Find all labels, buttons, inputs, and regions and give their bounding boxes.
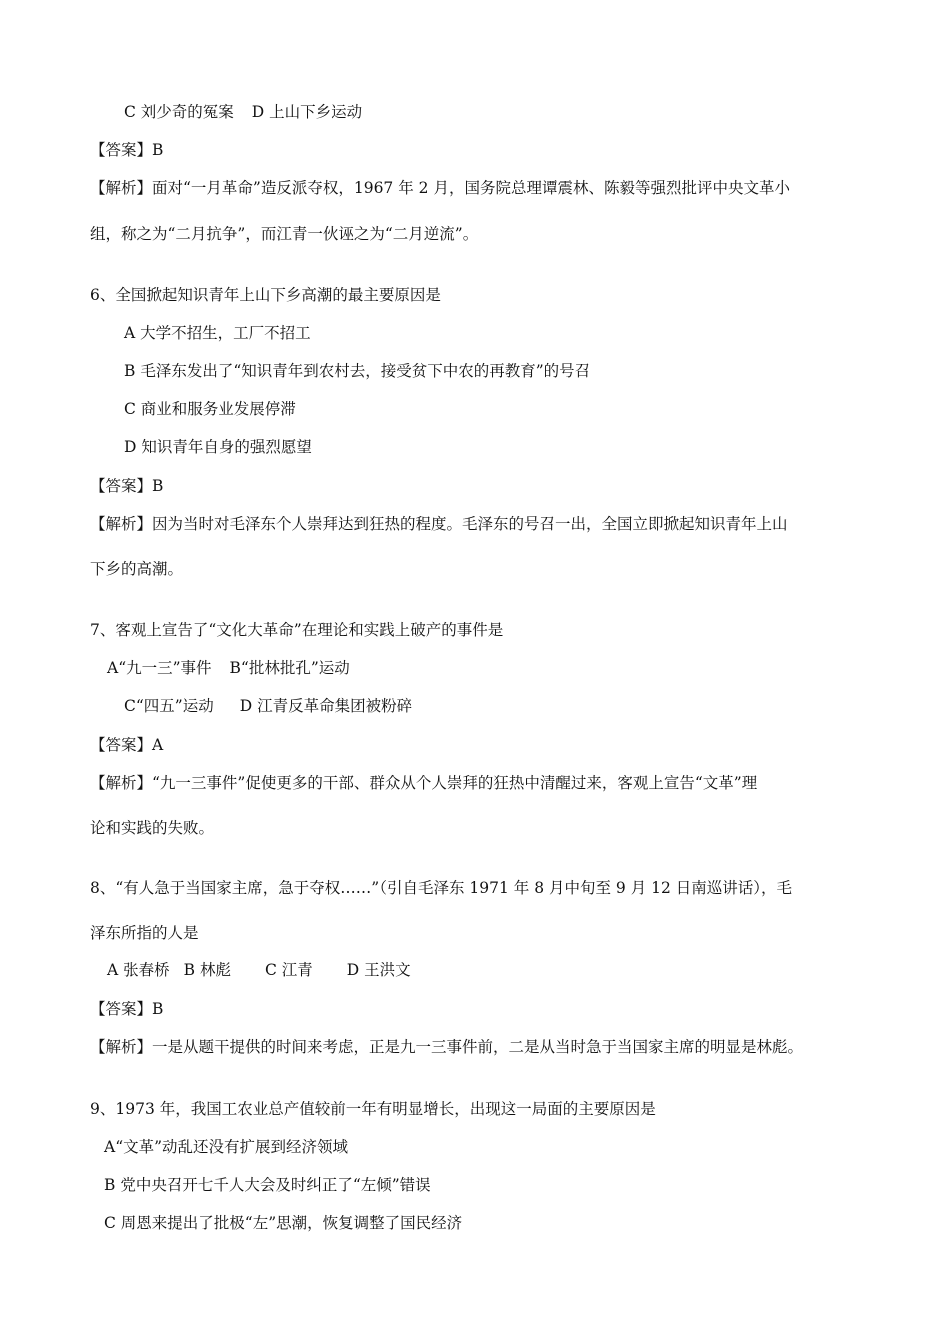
q8-answer: 【答案】B	[90, 1000, 164, 1018]
q6-option-b: B 毛泽东发出了“知识青年到农村去，接受贫下中农的再教育”的号召	[124, 362, 591, 380]
q5-analysis-line-2: 组，称之为“二月抗争”，而江青一伙诬之为“二月逆流”。	[90, 225, 479, 243]
q7-option-b: B“批林批孔”运动	[229, 659, 350, 677]
q7-options-cd	[124, 696, 412, 716]
q7-analysis-line-2: 论和实践的失败。	[90, 819, 215, 837]
q9-option-c: C 周恩来提出了批极“左”思潮，恢复调整了国民经济	[104, 1214, 463, 1232]
q6-answer: 【答案】B	[90, 477, 164, 495]
q8-analysis-line-1: 【解析】一是从题干提供的时间来考虑，正是九一三事件前，二是从当时急于当国家主席的明显是林彪。	[90, 1038, 804, 1056]
q8-option-b: B 林彪	[183, 961, 231, 979]
q5-option-c: C 刘少奇的冤案	[124, 103, 234, 121]
q9-option-b: B 党中央召开七千人大会及时纠正了“左倾”错误	[104, 1176, 431, 1194]
q5-analysis-line-1: 【解析】面对“一月革命”造反派夺权，1967 年 2 月，国务院总理谭震林、陈毅等强烈批评中央文革小	[90, 179, 790, 197]
q7-options-ab	[107, 658, 350, 678]
q6-option-a: A 大学不招生，工厂不招工	[124, 324, 311, 342]
q8-option-c: C 江青	[264, 961, 313, 979]
q6-option-d: D 知识青年自身的强烈愿望	[124, 438, 312, 456]
q5-answer: 【答案】B	[90, 141, 164, 159]
q7-option-a: A“九一三”事件	[107, 659, 212, 677]
q5-option-d: D 上山下乡运动	[251, 103, 363, 121]
q7-analysis-line-1: 【解析】“九一三事件”促使更多的干部、群众从个人崇拜的狂热中清醒过来，客观上宣告“文革”理	[90, 774, 758, 792]
q7-question: 7、客观上宣告了“文化大革命”在理论和实践上破产的事件是	[90, 621, 504, 639]
q9-option-a: A“文革”动乱还没有扩展到经济领域	[104, 1138, 349, 1156]
q8-options	[107, 960, 411, 980]
q7-option-d: D 江青反革命集团被粉碎	[239, 697, 413, 715]
q8-option-d: D 王洪文	[346, 961, 411, 979]
q6-analysis-line-1: 【解析】因为当时对毛泽东个人崇拜达到狂热的程度。毛泽东的号召一出，全国立即掀起知识青年上山	[90, 515, 788, 533]
q6-analysis-line-2: 下乡的高潮。	[90, 560, 184, 578]
q5-options-cd	[124, 102, 362, 122]
q8-option-a: A 张春桥	[107, 961, 170, 979]
q8-question-line-1: 8、“有人急于当国家主席，急于夺权……”（引自毛泽东 1971 年 8 月中旬至 9 月 12 日南巡讲话），毛	[90, 879, 793, 897]
q7-answer: 【答案】A	[90, 736, 164, 754]
q8-question-line-2: 泽东所指的人是	[90, 924, 199, 942]
q9-question: 9、1973 年，我国工农业总产值较前一年有明显增长，出现这一局面的主要原因是	[90, 1100, 656, 1118]
q7-option-c: C“四五”运动	[124, 697, 214, 715]
q6-option-c: C 商业和服务业发展停滞	[124, 400, 296, 418]
q6-question: 6、全国掀起知识青年上山下乡高潮的最主要原因是	[90, 286, 441, 304]
